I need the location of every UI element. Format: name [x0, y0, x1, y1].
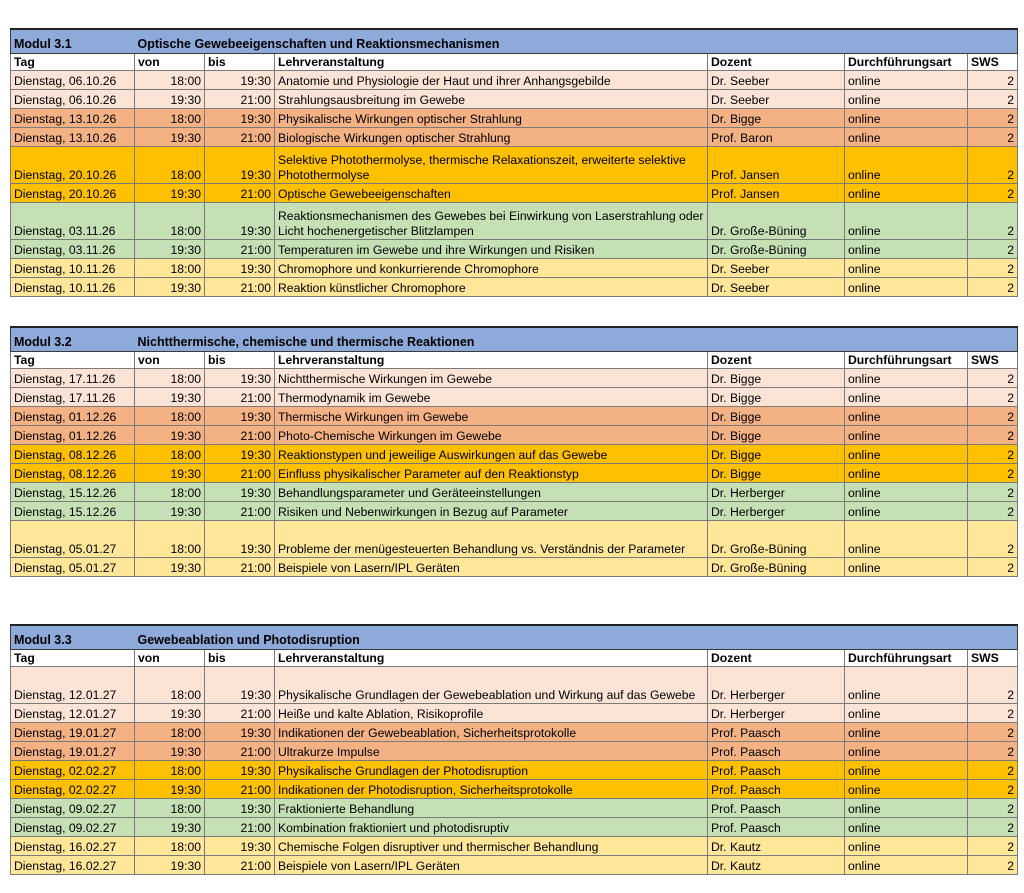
col-tag-cell: Dienstag, 10.11.26	[11, 278, 135, 297]
col-sws-header: SWS	[968, 650, 1018, 667]
col-durchfuehrungsart-cell: online	[845, 799, 968, 818]
col-von-cell: 18:00	[135, 203, 205, 240]
col-durchfuehrungsart-cell: online	[845, 369, 968, 388]
col-lehrveranstaltung-cell: Reaktion künstlicher Chromophore	[275, 278, 708, 297]
col-bis-header: bis	[205, 352, 275, 369]
col-von-cell: 19:30	[135, 240, 205, 259]
module-table-3-1	[10, 28, 1017, 297]
col-lehrveranstaltung-cell: Selektive Photothermolyse, thermische Relaxationszeit, erweiterte selektive Photothermolyse	[275, 147, 708, 184]
col-von-cell: 18:00	[135, 723, 205, 742]
table-row	[11, 109, 1018, 128]
module-header	[11, 625, 1018, 650]
col-dozent-header: Dozent	[708, 650, 845, 667]
col-lehrveranstaltung-cell: Kombination fraktioniert und photodisruptiv	[275, 818, 708, 837]
col-sws-cell: 2	[968, 71, 1018, 90]
col-sws-header: SWS	[968, 352, 1018, 369]
col-bis-cell: 21:00	[205, 558, 275, 577]
col-von-cell: 18:00	[135, 147, 205, 184]
col-tag-cell: Dienstag, 08.12.26	[11, 464, 135, 483]
col-von-cell: 19:30	[135, 856, 205, 875]
col-bis-cell: 19:30	[205, 407, 275, 426]
col-von-cell: 18:00	[135, 667, 205, 704]
col-sws-cell: 2	[968, 761, 1018, 780]
col-bis-cell: 21:00	[205, 426, 275, 445]
col-lehrveranstaltung-cell: Beispiele von Lasern/IPL Geräten	[275, 856, 708, 875]
col-bis-cell: 21:00	[205, 90, 275, 109]
col-dozent-cell: Dr. Herberger	[708, 704, 845, 723]
table-row	[11, 147, 1018, 184]
col-bis-cell: 21:00	[205, 780, 275, 799]
col-durchfuehrungsart-cell: online	[845, 856, 968, 875]
col-durchfuehrungsart-cell: online	[845, 240, 968, 259]
col-dozent-cell: Prof. Jansen	[708, 184, 845, 203]
col-durchfuehrungsart-cell: online	[845, 203, 968, 240]
col-lehrveranstaltung-cell: Reaktionstypen und jeweilige Auswirkungen auf das Gewebe	[275, 445, 708, 464]
table-row	[11, 388, 1018, 407]
col-lehrveranstaltung-cell: Anatomie und Physiologie der Haut und ihrer Anhangsgebilde	[275, 71, 708, 90]
col-sws-cell: 2	[968, 388, 1018, 407]
col-durchfuehrungsart-cell: online	[845, 109, 968, 128]
schedule-table	[10, 326, 1018, 577]
col-durchfuehrungsart-cell: online	[845, 483, 968, 502]
col-bis-cell: 19:30	[205, 259, 275, 278]
col-sws-cell: 2	[968, 780, 1018, 799]
col-durchfuehrungsart-cell: online	[845, 90, 968, 109]
col-von-cell: 18:00	[135, 799, 205, 818]
column-header-row	[11, 650, 1018, 667]
col-durchfuehrungsart-cell: online	[845, 818, 968, 837]
table-row	[11, 407, 1018, 426]
col-sws-cell: 2	[968, 558, 1018, 577]
col-tag-cell: Dienstag, 01.12.26	[11, 407, 135, 426]
col-lehrveranstaltung-cell: Probleme der menügesteuerten Behandlung vs. Verständnis der Parameter	[275, 521, 708, 558]
col-dozent-cell: Dr. Bigge	[708, 464, 845, 483]
col-dozent-cell: Dr. Bigge	[708, 407, 845, 426]
col-dozent-cell: Dr. Kautz	[708, 837, 845, 856]
col-lehrveranstaltung-cell: Ultrakurze Impulse	[275, 742, 708, 761]
col-lehrveranstaltung-cell: Chromophore und konkurrierende Chromophore	[275, 259, 708, 278]
col-sws-cell: 2	[968, 147, 1018, 184]
col-von-cell: 19:30	[135, 742, 205, 761]
table-row	[11, 90, 1018, 109]
column-header-row	[11, 352, 1018, 369]
col-tag-cell: Dienstag, 19.01.27	[11, 723, 135, 742]
col-bis-cell: 21:00	[205, 742, 275, 761]
table-row	[11, 723, 1018, 742]
col-dozent-cell: Dr. Seeber	[708, 278, 845, 297]
table-row	[11, 742, 1018, 761]
col-bis-cell: 19:30	[205, 71, 275, 90]
col-lehrveranstaltung-header: Lehrveranstaltung	[275, 650, 708, 667]
col-bis-cell: 21:00	[205, 856, 275, 875]
col-tag-cell: Dienstag, 06.10.26	[11, 71, 135, 90]
col-lehrveranstaltung-cell: Behandlungsparameter und Geräteeinstellungen	[275, 483, 708, 502]
col-tag-cell: Dienstag, 15.12.26	[11, 502, 135, 521]
col-sws-cell: 2	[968, 818, 1018, 837]
col-von-cell: 18:00	[135, 71, 205, 90]
schedule-table	[10, 624, 1018, 875]
col-sws-cell: 2	[968, 369, 1018, 388]
col-von-cell: 18:00	[135, 407, 205, 426]
col-tag-cell: Dienstag, 16.02.27	[11, 837, 135, 856]
col-durchfuehrungsart-cell: online	[845, 558, 968, 577]
table-row	[11, 259, 1018, 278]
col-bis-cell: 19:30	[205, 521, 275, 558]
col-von-cell: 19:30	[135, 502, 205, 521]
table-row	[11, 278, 1018, 297]
col-dozent-cell: Dr. Bigge	[708, 109, 845, 128]
table-row	[11, 240, 1018, 259]
col-dozent-cell: Prof. Jansen	[708, 147, 845, 184]
col-von-cell: 18:00	[135, 483, 205, 502]
col-von-cell: 19:30	[135, 704, 205, 723]
table-row	[11, 483, 1018, 502]
col-durchfuehrungsart-cell: online	[845, 259, 968, 278]
col-tag-cell: Dienstag, 03.11.26	[11, 240, 135, 259]
col-durchfuehrungsart-cell: online	[845, 780, 968, 799]
col-tag-cell: Dienstag, 01.12.26	[11, 426, 135, 445]
table-row	[11, 184, 1018, 203]
col-von-cell: 18:00	[135, 109, 205, 128]
col-dozent-cell: Dr. Große-Büning	[708, 240, 845, 259]
col-dozent-header: Dozent	[708, 54, 845, 71]
module-header	[11, 327, 1018, 352]
col-bis-cell: 19:30	[205, 147, 275, 184]
col-dozent-cell: Dr. Seeber	[708, 71, 845, 90]
col-sws-cell: 2	[968, 426, 1018, 445]
col-sws-cell: 2	[968, 128, 1018, 147]
table-row	[11, 426, 1018, 445]
col-sws-cell: 2	[968, 109, 1018, 128]
col-dozent-cell: Dr. Seeber	[708, 259, 845, 278]
col-bis-cell: 19:30	[205, 799, 275, 818]
col-bis-cell: 21:00	[205, 704, 275, 723]
col-sws-cell: 2	[968, 742, 1018, 761]
col-sws-cell: 2	[968, 90, 1018, 109]
col-durchfuehrungsart-cell: online	[845, 502, 968, 521]
col-lehrveranstaltung-cell: Physikalische Wirkungen optischer Strahlung	[275, 109, 708, 128]
col-bis-cell: 21:00	[205, 278, 275, 297]
col-sws-cell: 2	[968, 856, 1018, 875]
col-dozent-cell: Dr. Herberger	[708, 502, 845, 521]
col-bis-cell: 19:30	[205, 445, 275, 464]
col-von-cell: 18:00	[135, 837, 205, 856]
col-bis-cell: 19:30	[205, 483, 275, 502]
col-tag-cell: Dienstag, 02.02.27	[11, 761, 135, 780]
col-dozent-cell: Dr. Kautz	[708, 856, 845, 875]
col-durchfuehrungsart-cell: online	[845, 445, 968, 464]
col-tag-cell: Dienstag, 20.10.26	[11, 184, 135, 203]
schedule-table	[10, 28, 1018, 297]
col-durchfuehrungsart-cell: online	[845, 426, 968, 445]
col-tag-header: Tag	[11, 650, 135, 667]
table-row	[11, 203, 1018, 240]
col-dozent-cell: Prof. Paasch	[708, 723, 845, 742]
col-lehrveranstaltung-cell: Strahlungsausbreitung im Gewebe	[275, 90, 708, 109]
col-durchfuehrungsart-header: Durchführungsart	[845, 352, 968, 369]
col-sws-cell: 2	[968, 799, 1018, 818]
col-tag-cell: Dienstag, 09.02.27	[11, 799, 135, 818]
col-lehrveranstaltung-header: Lehrveranstaltung	[275, 54, 708, 71]
col-sws-cell: 2	[968, 521, 1018, 558]
col-tag-cell: Dienstag, 17.11.26	[11, 369, 135, 388]
col-durchfuehrungsart-cell: online	[845, 742, 968, 761]
col-tag-cell: Dienstag, 08.12.26	[11, 445, 135, 464]
table-row	[11, 837, 1018, 856]
col-von-cell: 18:00	[135, 259, 205, 278]
col-von-cell: 18:00	[135, 761, 205, 780]
col-dozent-cell: Dr. Bigge	[708, 388, 845, 407]
col-bis-cell: 19:30	[205, 837, 275, 856]
col-tag-cell: Dienstag, 09.02.27	[11, 818, 135, 837]
col-lehrveranstaltung-cell: Indikationen der Gewebeablation, Sicherheitsprotokolle	[275, 723, 708, 742]
table-row	[11, 799, 1018, 818]
col-lehrveranstaltung-cell: Photo-Chemische Wirkungen im Gewebe	[275, 426, 708, 445]
col-bis-cell: 21:00	[205, 502, 275, 521]
col-durchfuehrungsart-cell: online	[845, 71, 968, 90]
col-sws-cell: 2	[968, 445, 1018, 464]
col-bis-cell: 21:00	[205, 818, 275, 837]
col-bis-header: bis	[205, 54, 275, 71]
col-von-cell: 18:00	[135, 521, 205, 558]
col-lehrveranstaltung-cell: Optische Gewebeeigenschaften	[275, 184, 708, 203]
col-von-cell: 18:00	[135, 445, 205, 464]
col-tag-cell: Dienstag, 12.01.27	[11, 667, 135, 704]
col-sws-cell: 2	[968, 464, 1018, 483]
col-lehrveranstaltung-cell: Risiken und Nebenwirkungen in Bezug auf Parameter	[275, 502, 708, 521]
col-tag-cell: Dienstag, 20.10.26	[11, 147, 135, 184]
col-von-header: von	[135, 352, 205, 369]
table-row	[11, 818, 1018, 837]
col-lehrveranstaltung-cell: Thermische Wirkungen im Gewebe	[275, 407, 708, 426]
col-tag-cell: Dienstag, 13.10.26	[11, 109, 135, 128]
col-durchfuehrungsart-cell: online	[845, 723, 968, 742]
col-durchfuehrungsart-cell: online	[845, 388, 968, 407]
col-von-cell: 19:30	[135, 278, 205, 297]
module-title: Gewebeablation und Photodisruption	[135, 625, 1018, 650]
col-sws-cell: 2	[968, 184, 1018, 203]
col-durchfuehrungsart-cell: online	[845, 278, 968, 297]
col-sws-cell: 2	[968, 259, 1018, 278]
col-dozent-cell: Dr. Bigge	[708, 426, 845, 445]
col-durchfuehrungsart-cell: online	[845, 407, 968, 426]
col-tag-cell: Dienstag, 05.01.27	[11, 521, 135, 558]
col-bis-cell: 21:00	[205, 388, 275, 407]
col-tag-cell: Dienstag, 15.12.26	[11, 483, 135, 502]
col-sws-cell: 2	[968, 502, 1018, 521]
col-tag-header: Tag	[11, 352, 135, 369]
col-tag-cell: Dienstag, 06.10.26	[11, 90, 135, 109]
table-row	[11, 667, 1018, 704]
col-tag-cell: Dienstag, 13.10.26	[11, 128, 135, 147]
col-von-cell: 19:30	[135, 464, 205, 483]
col-tag-cell: Dienstag, 02.02.27	[11, 780, 135, 799]
col-lehrveranstaltung-cell: Reaktionsmechanismen des Gewebes bei Einwirkung von Laserstrahlung oder Licht hochenergetischer Blitzlampen	[275, 203, 708, 240]
col-bis-cell: 19:30	[205, 723, 275, 742]
col-durchfuehrungsart-cell: online	[845, 128, 968, 147]
table-row	[11, 71, 1018, 90]
col-bis-header: bis	[205, 650, 275, 667]
col-durchfuehrungsart-cell: online	[845, 464, 968, 483]
module-table-3-3	[10, 624, 1017, 875]
col-dozent-cell: Dr. Große-Büning	[708, 521, 845, 558]
col-bis-cell: 19:30	[205, 667, 275, 704]
col-lehrveranstaltung-cell: Temperaturen im Gewebe und ihre Wirkungen und Risiken	[275, 240, 708, 259]
col-dozent-cell: Dr. Herberger	[708, 667, 845, 704]
col-sws-cell: 2	[968, 407, 1018, 426]
col-sws-cell: 2	[968, 278, 1018, 297]
col-dozent-cell: Prof. Paasch	[708, 818, 845, 837]
col-durchfuehrungsart-cell: online	[845, 837, 968, 856]
table-row	[11, 704, 1018, 723]
col-dozent-cell: Prof. Paasch	[708, 742, 845, 761]
col-durchfuehrungsart-cell: online	[845, 761, 968, 780]
table-row	[11, 761, 1018, 780]
col-durchfuehrungsart-cell: online	[845, 147, 968, 184]
col-durchfuehrungsart-cell: online	[845, 521, 968, 558]
col-durchfuehrungsart-cell: online	[845, 184, 968, 203]
col-von-cell: 19:30	[135, 780, 205, 799]
col-tag-cell: Dienstag, 05.01.27	[11, 558, 135, 577]
col-tag-cell: Dienstag, 19.01.27	[11, 742, 135, 761]
col-dozent-cell: Dr. Seeber	[708, 90, 845, 109]
col-von-cell: 19:30	[135, 426, 205, 445]
col-lehrveranstaltung-cell: Einfluss physikalischer Parameter auf den Reaktionstyp	[275, 464, 708, 483]
col-lehrveranstaltung-cell: Physikalische Grundlagen der Photodisruption	[275, 761, 708, 780]
col-bis-cell: 19:30	[205, 761, 275, 780]
col-durchfuehrungsart-cell: online	[845, 667, 968, 704]
col-dozent-cell: Dr. Bigge	[708, 369, 845, 388]
col-von-cell: 19:30	[135, 90, 205, 109]
col-tag-cell: Dienstag, 17.11.26	[11, 388, 135, 407]
module-title: Nichtthermische, chemische und thermische Reaktionen	[135, 327, 1018, 352]
col-bis-cell: 19:30	[205, 109, 275, 128]
col-durchfuehrungsart-header: Durchführungsart	[845, 650, 968, 667]
col-bis-cell: 19:30	[205, 203, 275, 240]
module-id: Modul 3.2	[11, 327, 135, 352]
table-row	[11, 856, 1018, 875]
col-dozent-cell: Prof. Paasch	[708, 799, 845, 818]
col-tag-cell: Dienstag, 16.02.27	[11, 856, 135, 875]
col-lehrveranstaltung-cell: Chemische Folgen disruptiver und thermischer Behandlung	[275, 837, 708, 856]
module-header	[11, 29, 1018, 54]
col-bis-cell: 21:00	[205, 464, 275, 483]
col-durchfuehrungsart-header: Durchführungsart	[845, 54, 968, 71]
col-lehrveranstaltung-cell: Fraktionierte Behandlung	[275, 799, 708, 818]
col-tag-header: Tag	[11, 54, 135, 71]
col-sws-header: SWS	[968, 54, 1018, 71]
col-dozent-cell: Dr. Große-Büning	[708, 558, 845, 577]
table-row	[11, 445, 1018, 464]
table-row	[11, 521, 1018, 558]
table-row	[11, 464, 1018, 483]
col-von-header: von	[135, 650, 205, 667]
col-dozent-header: Dozent	[708, 352, 845, 369]
col-von-cell: 19:30	[135, 388, 205, 407]
col-lehrveranstaltung-header: Lehrveranstaltung	[275, 352, 708, 369]
col-von-cell: 19:30	[135, 818, 205, 837]
col-lehrveranstaltung-cell: Thermodynamik im Gewebe	[275, 388, 708, 407]
col-dozent-cell: Dr. Große-Büning	[708, 203, 845, 240]
col-tag-cell: Dienstag, 10.11.26	[11, 259, 135, 278]
col-dozent-cell: Prof. Baron	[708, 128, 845, 147]
col-sws-cell: 2	[968, 203, 1018, 240]
col-tag-cell: Dienstag, 12.01.27	[11, 704, 135, 723]
col-dozent-cell: Prof. Paasch	[708, 761, 845, 780]
table-row	[11, 780, 1018, 799]
col-sws-cell: 2	[968, 704, 1018, 723]
module-id: Modul 3.3	[11, 625, 135, 650]
module-title: Optische Gewebeeigenschaften und Reaktionsmechanismen	[135, 29, 1018, 54]
col-bis-cell: 21:00	[205, 128, 275, 147]
col-durchfuehrungsart-cell: online	[845, 704, 968, 723]
col-lehrveranstaltung-cell: Indikationen der Photodisruption, Sicherheitsprotokolle	[275, 780, 708, 799]
col-sws-cell: 2	[968, 240, 1018, 259]
col-dozent-cell: Dr. Herberger	[708, 483, 845, 502]
col-sws-cell: 2	[968, 667, 1018, 704]
col-lehrveranstaltung-cell: Nichtthermische Wirkungen im Gewebe	[275, 369, 708, 388]
module-table-3-2	[10, 326, 1017, 577]
col-lehrveranstaltung-cell: Biologische Wirkungen optischer Strahlung	[275, 128, 708, 147]
col-sws-cell: 2	[968, 483, 1018, 502]
col-von-cell: 19:30	[135, 128, 205, 147]
col-sws-cell: 2	[968, 837, 1018, 856]
table-row	[11, 558, 1018, 577]
col-tag-cell: Dienstag, 03.11.26	[11, 203, 135, 240]
table-row	[11, 128, 1018, 147]
col-dozent-cell: Prof. Paasch	[708, 780, 845, 799]
col-bis-cell: 21:00	[205, 240, 275, 259]
col-von-cell: 19:30	[135, 558, 205, 577]
col-von-cell: 18:00	[135, 369, 205, 388]
col-dozent-cell: Dr. Bigge	[708, 445, 845, 464]
col-sws-cell: 2	[968, 723, 1018, 742]
col-lehrveranstaltung-cell: Physikalische Grundlagen der Gewebeablation und Wirkung auf das Gewebe	[275, 667, 708, 704]
col-lehrveranstaltung-cell: Beispiele von Lasern/IPL Geräten	[275, 558, 708, 577]
table-row	[11, 369, 1018, 388]
col-bis-cell: 19:30	[205, 369, 275, 388]
table-row	[11, 502, 1018, 521]
col-von-header: von	[135, 54, 205, 71]
col-lehrveranstaltung-cell: Heiße und kalte Ablation, Risikoprofile	[275, 704, 708, 723]
col-bis-cell: 21:00	[205, 184, 275, 203]
col-von-cell: 19:30	[135, 184, 205, 203]
column-header-row	[11, 54, 1018, 71]
module-id: Modul 3.1	[11, 29, 135, 54]
